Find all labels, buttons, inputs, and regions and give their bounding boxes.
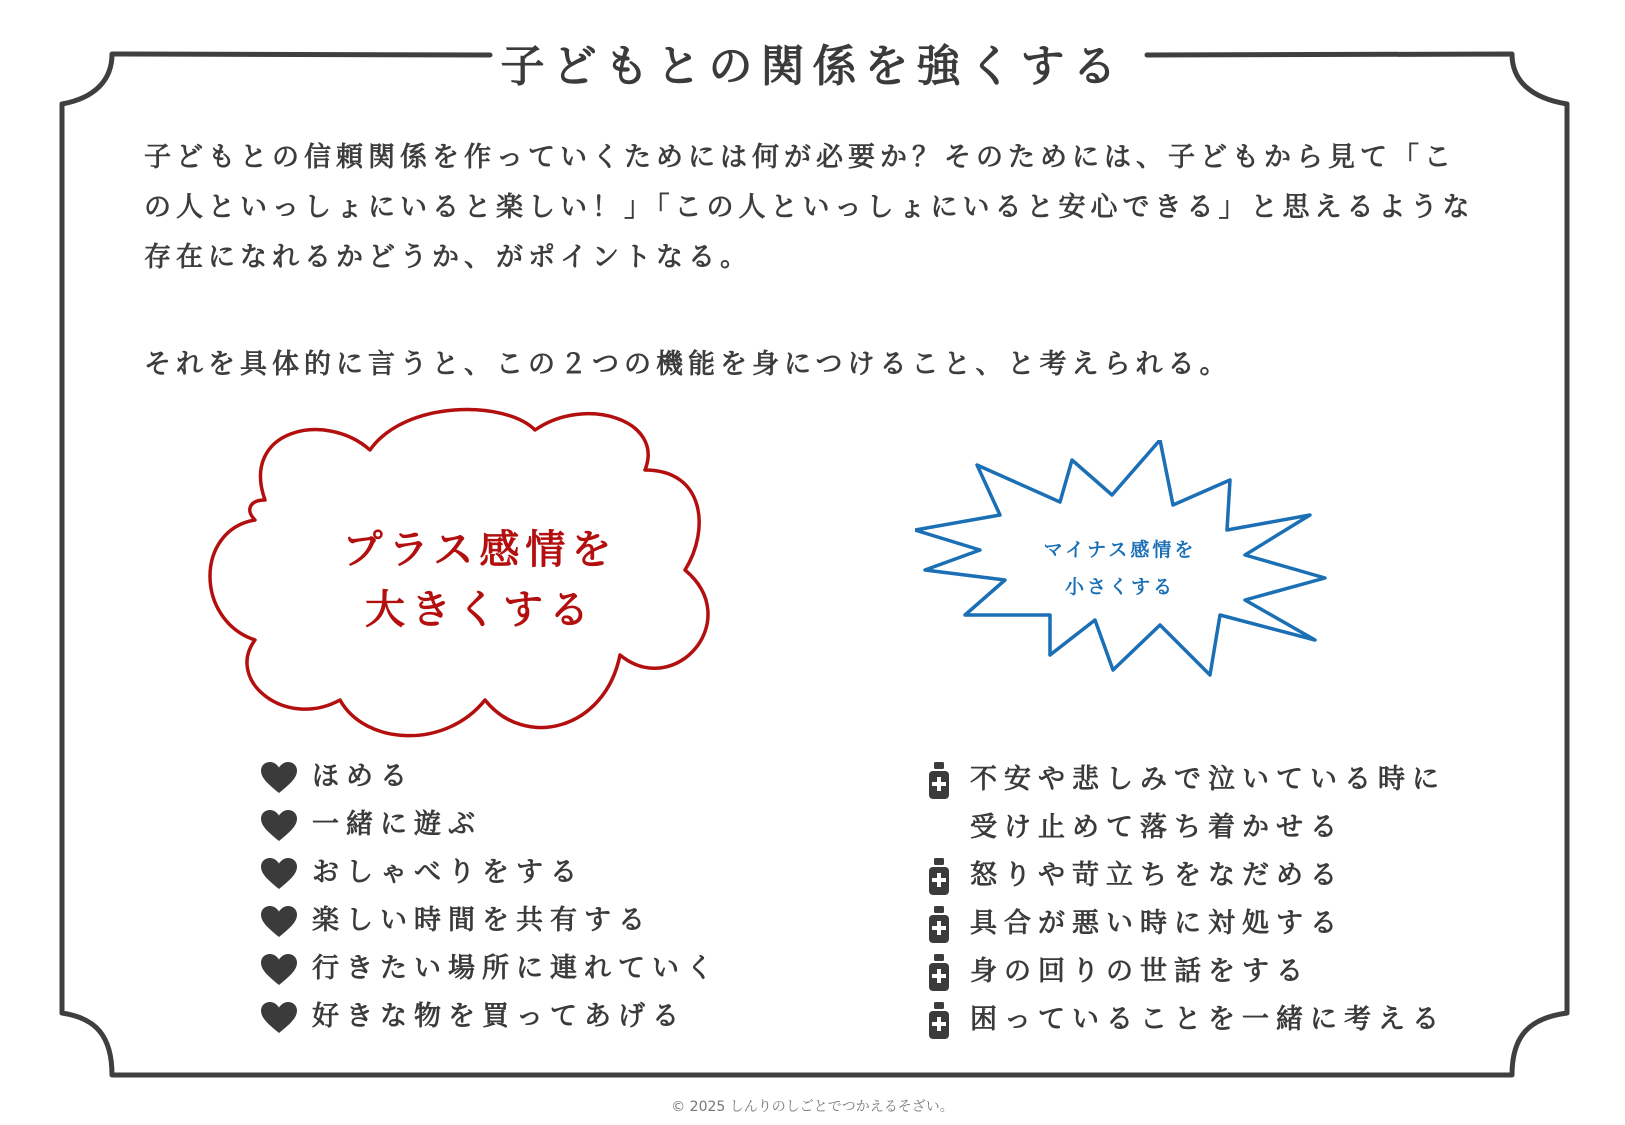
page-title: 子どもとの関係を強くする <box>500 41 1125 92</box>
list-item-text: 身の回りの世話をする <box>970 956 1310 987</box>
intro-paragraph-2: それを具体的に言うと、この２つの機能を身につけること、と考えられる。 <box>144 349 1232 380</box>
minus-action-list <box>928 760 1446 1048</box>
list-item-text: 好きな物を買ってあげる <box>312 1001 686 1032</box>
heart-icon <box>260 761 298 795</box>
list-item <box>260 757 720 805</box>
list-item-text: 楽しい時間を共有する <box>312 905 652 936</box>
medicine-bottle-icon <box>928 906 950 944</box>
medicine-bottle-icon <box>928 954 950 992</box>
heart-icon <box>260 953 298 987</box>
list-item <box>260 997 720 1045</box>
medicine-bottle-icon <box>928 1002 950 1040</box>
list-item <box>928 760 1446 808</box>
list-item <box>928 952 1446 1000</box>
intro-paragraph-1: 子どもとの信頼関係を作っていくためには何が必要か？そのためには、子どもから見て「この人といっしょにいると楽しい！」「この人といっしょにいると安心できる」と思えるような存在になれるかどうか、がポイントなる。 <box>144 142 1475 273</box>
list-item <box>260 805 720 853</box>
list-item <box>260 853 720 901</box>
list-item <box>928 808 1446 856</box>
list-item <box>928 856 1446 904</box>
heart-icon <box>260 809 298 843</box>
intro-text <box>144 133 1484 390</box>
list-item-text: ほめる <box>312 761 414 792</box>
list-item-text: 怒りや苛立ちをなだめる <box>970 860 1344 891</box>
list-item <box>928 1000 1446 1048</box>
medicine-bottle-icon <box>928 858 950 896</box>
plus-action-list <box>260 757 720 1045</box>
list-item-text: 不安や悲しみで泣いている時に <box>970 764 1446 795</box>
list-item-text: 行きたい場所に連れていく <box>312 953 720 984</box>
plus-emotion-label <box>280 520 680 640</box>
minus-label-line-1: マイナス感情を <box>1043 539 1197 561</box>
plus-label-line-2: 大きくする <box>365 587 595 633</box>
medicine-bottle-icon <box>928 762 950 800</box>
list-item-text: 困っていることを一緒に考える <box>970 1004 1446 1035</box>
copyright-footer: © 2025 しんりのしごとでつかえるそざい。 <box>671 1099 954 1115</box>
list-item-text: 具合が悪い時に対処する <box>970 908 1344 939</box>
list-item <box>260 901 720 949</box>
plus-label-line-1: プラス感情を <box>342 527 618 573</box>
list-item-text: 一緒に遊ぶ <box>312 809 482 840</box>
heart-icon <box>260 905 298 939</box>
list-item <box>260 949 720 997</box>
heart-icon <box>260 857 298 891</box>
list-item <box>928 904 1446 952</box>
heart-icon <box>260 1001 298 1035</box>
list-item-text: 受け止めて落ち着かせる <box>970 812 1344 843</box>
list-item-text: おしゃべりをする <box>312 857 584 888</box>
minus-label-line-2: 小さくする <box>1064 576 1175 598</box>
minus-emotion-label <box>1020 532 1220 606</box>
